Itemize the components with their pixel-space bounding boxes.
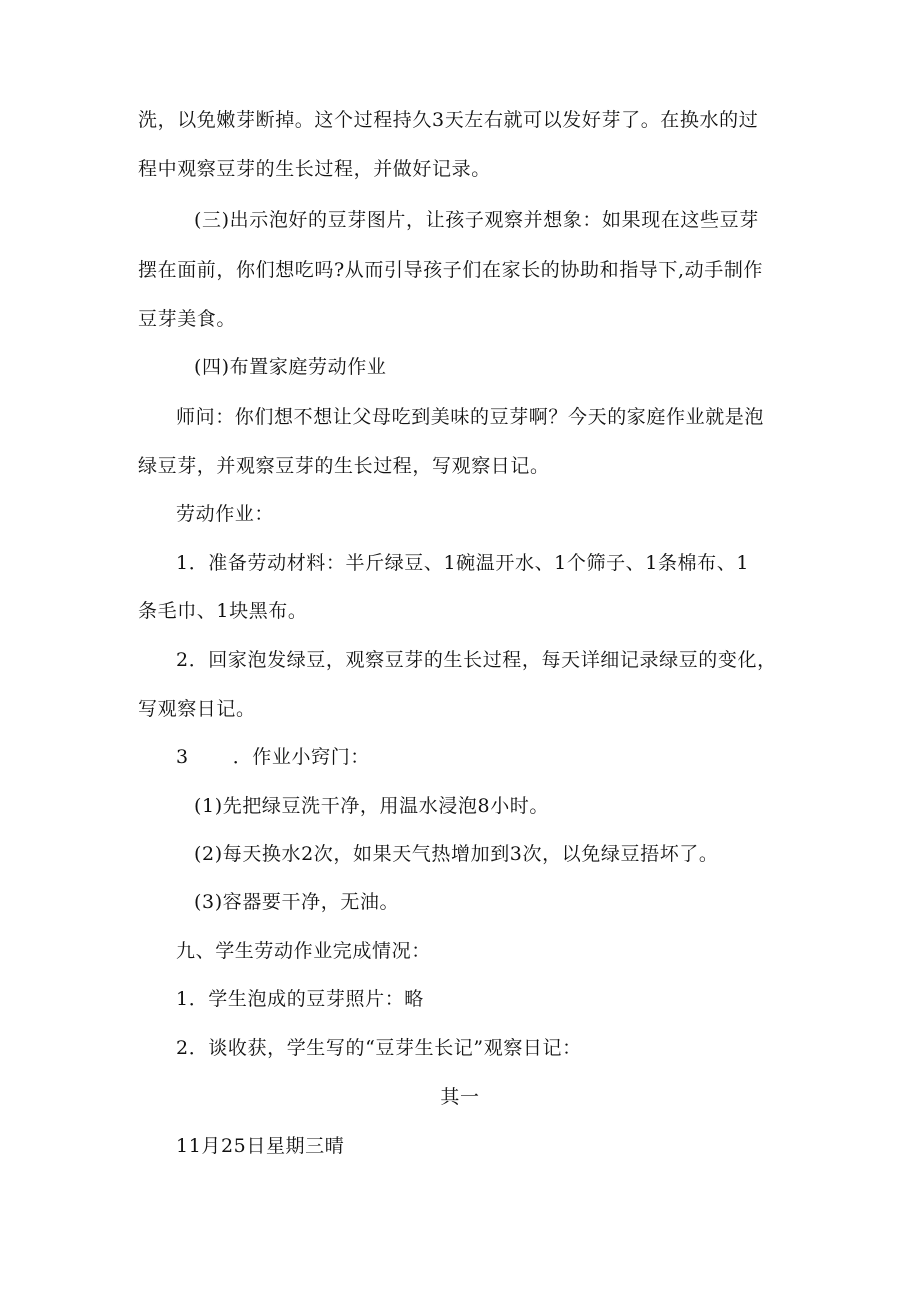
paragraph-line: 豆芽美食。 xyxy=(138,308,237,330)
list-item-continuation: 写观察日记。 xyxy=(138,698,256,720)
list-item: 1．准备劳动材料：半斤绿豆、1碗温开水、1个筛子、1条棉布、1 xyxy=(176,552,750,574)
sub-list-item: (1)先把绿豆洗干净，用温水浸泡8小时。 xyxy=(194,795,550,817)
list-item: 2．回家泡发绿豆，观察豆芽的生长过程，每天详细记录绿豆的变化， xyxy=(176,649,777,671)
section-heading: 九、学生劳动作业完成情况： xyxy=(176,940,431,962)
list-item xyxy=(176,745,370,769)
paragraph-line: 洗，以免嫩芽断掉。这个过程持久3天左右就可以发好芽了。在换水的过 xyxy=(138,109,759,131)
sub-list-item: (3)容器要干净，无油。 xyxy=(194,891,400,913)
list-text: ．作业小窍门： xyxy=(232,746,370,768)
centered-subtitle: 其一 xyxy=(440,1086,480,1108)
diary-date-line: 11月25日星期三晴 xyxy=(176,1135,345,1157)
paragraph-line: (三)出示泡好的豆芽图片，让孩子观察并想象：如果现在这些豆芽 xyxy=(194,209,759,231)
list-item-continuation: 条毛巾、1块黑布。 xyxy=(138,600,308,622)
list-item: 2．谈收获，学生写的“豆芽生长记”观察日记： xyxy=(176,1037,582,1059)
paragraph-line: 程中观察豆芽的生长过程，并做好记录。 xyxy=(138,158,491,180)
paragraph-line: 摆在面前，你们想吃吗?从而引导孩子们在家长的协助和指导下,动手制作 xyxy=(138,259,764,281)
sub-list-item: (2)每天换水2次，如果天气热增加到3次，以免绿豆捂坏了。 xyxy=(194,843,719,865)
list-item: 1．学生泡成的豆芽照片：略 xyxy=(176,988,424,1010)
section-heading: (四)布置家庭劳动作业 xyxy=(194,356,387,378)
paragraph-line: 劳动作业： xyxy=(176,503,275,525)
paragraph-line: 绿豆芽，并观察豆芽的生长过程，写观察日记。 xyxy=(138,455,550,477)
list-number: 3 xyxy=(176,746,189,768)
paragraph-line: 师问：你们想不想让父母吃到美味的豆芽啊？今天的家庭作业就是泡 xyxy=(176,406,765,428)
